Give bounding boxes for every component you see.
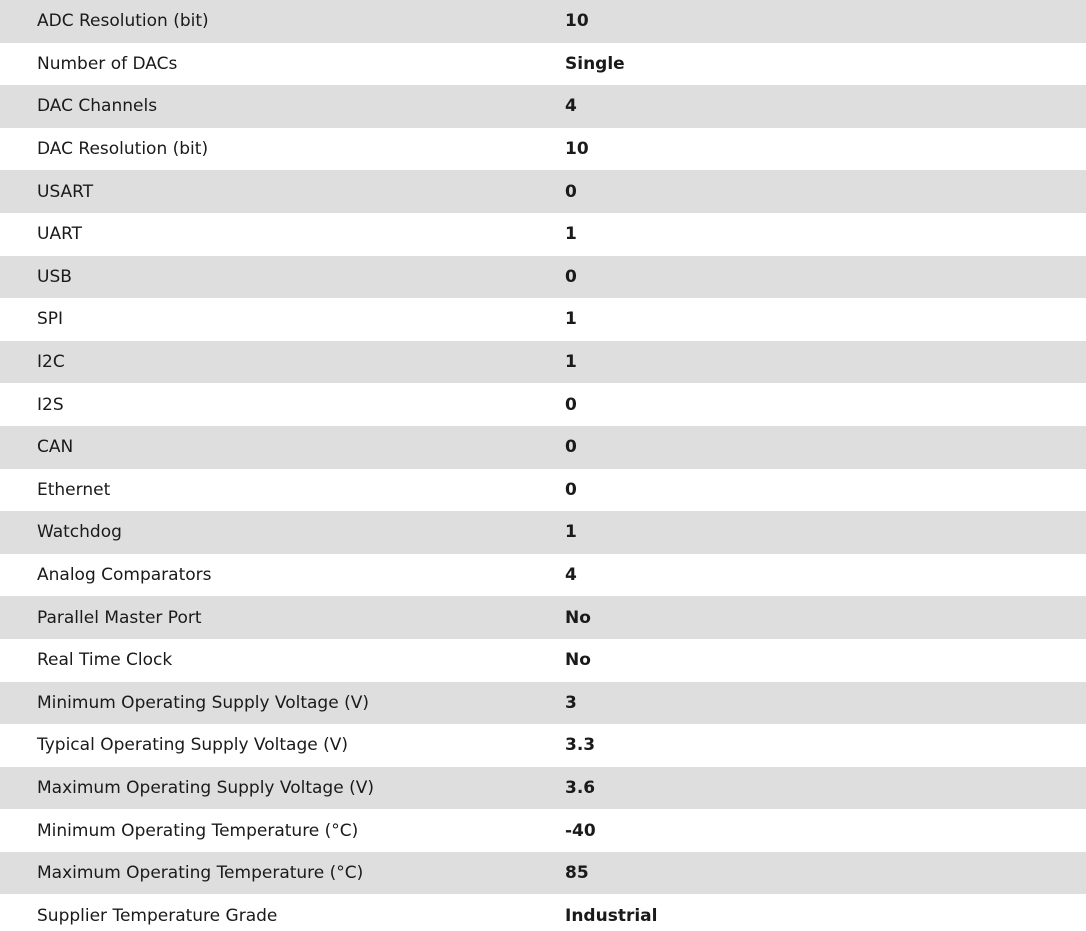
table-row (0, 809, 1086, 852)
table-row (0, 298, 1086, 341)
spec-label: SPI (37, 309, 64, 330)
spec-label: Ethernet (37, 479, 111, 500)
spec-label: I2C (37, 352, 65, 373)
spec-value: 4 (565, 96, 577, 117)
spec-value: Single (565, 53, 625, 74)
spec-value: 1 (565, 224, 577, 245)
spec-value: Industrial (565, 905, 658, 926)
table-row (0, 894, 1086, 931)
table-row (0, 85, 1086, 128)
table-row (0, 511, 1086, 554)
table-row (0, 554, 1086, 597)
spec-value: 3.6 (565, 777, 596, 798)
table-row (0, 596, 1086, 639)
table-row (0, 682, 1086, 725)
spec-value: 85 (565, 863, 589, 884)
spec-value: 10 (565, 139, 589, 160)
table-row (0, 256, 1086, 299)
spec-value: 10 (565, 11, 589, 32)
spec-label: Maximum Operating Temperature (°C) (37, 863, 364, 884)
table-row (0, 724, 1086, 767)
spec-value: 3 (565, 692, 577, 713)
spec-value: No (565, 650, 591, 671)
table-row (0, 639, 1086, 682)
table-row (0, 469, 1086, 512)
spec-label: Maximum Operating Supply Voltage (V) (37, 777, 374, 798)
table-row (0, 767, 1086, 810)
table-row (0, 383, 1086, 426)
spec-label: Number of DACs (37, 53, 178, 74)
spec-label: DAC Resolution (bit) (37, 139, 209, 160)
spec-value: 0 (565, 479, 577, 500)
table-row (0, 128, 1086, 171)
spec-value: No (565, 607, 591, 628)
spec-value: 1 (565, 352, 577, 373)
spec-label: Supplier Temperature Grade (37, 905, 278, 926)
spec-label: UART (37, 224, 83, 245)
spec-value: 0 (565, 394, 577, 415)
spec-value: -40 (565, 820, 596, 841)
spec-label: Minimum Operating Supply Voltage (V) (37, 692, 369, 713)
spec-value: 3.3 (565, 735, 596, 756)
spec-label: DAC Channels (37, 96, 158, 117)
spec-label: Real Time Clock (37, 650, 173, 671)
spec-label: Analog Comparators (37, 565, 212, 586)
spec-value: 0 (565, 181, 577, 202)
spec-label: Watchdog (37, 522, 122, 543)
spec-value: 0 (565, 266, 577, 287)
table-row (0, 170, 1086, 213)
spec-label: ADC Resolution (bit) (37, 11, 209, 32)
spec-value: 4 (565, 565, 577, 586)
spec-label: Parallel Master Port (37, 607, 202, 628)
spec-label: Minimum Operating Temperature (°C) (37, 820, 359, 841)
table-row (0, 341, 1086, 384)
table-row (0, 0, 1086, 43)
spec-label: CAN (37, 437, 74, 458)
spec-label: I2S (37, 394, 64, 415)
spec-label: Typical Operating Supply Voltage (V) (37, 735, 348, 756)
spec-value: 1 (565, 309, 577, 330)
spec-value: 1 (565, 522, 577, 543)
table-row (0, 43, 1086, 86)
table-row (0, 213, 1086, 256)
spec-label: USART (37, 181, 94, 202)
table-row (0, 426, 1086, 469)
spec-value: 0 (565, 437, 577, 458)
table-row (0, 852, 1086, 895)
spec-label: USB (37, 266, 72, 287)
